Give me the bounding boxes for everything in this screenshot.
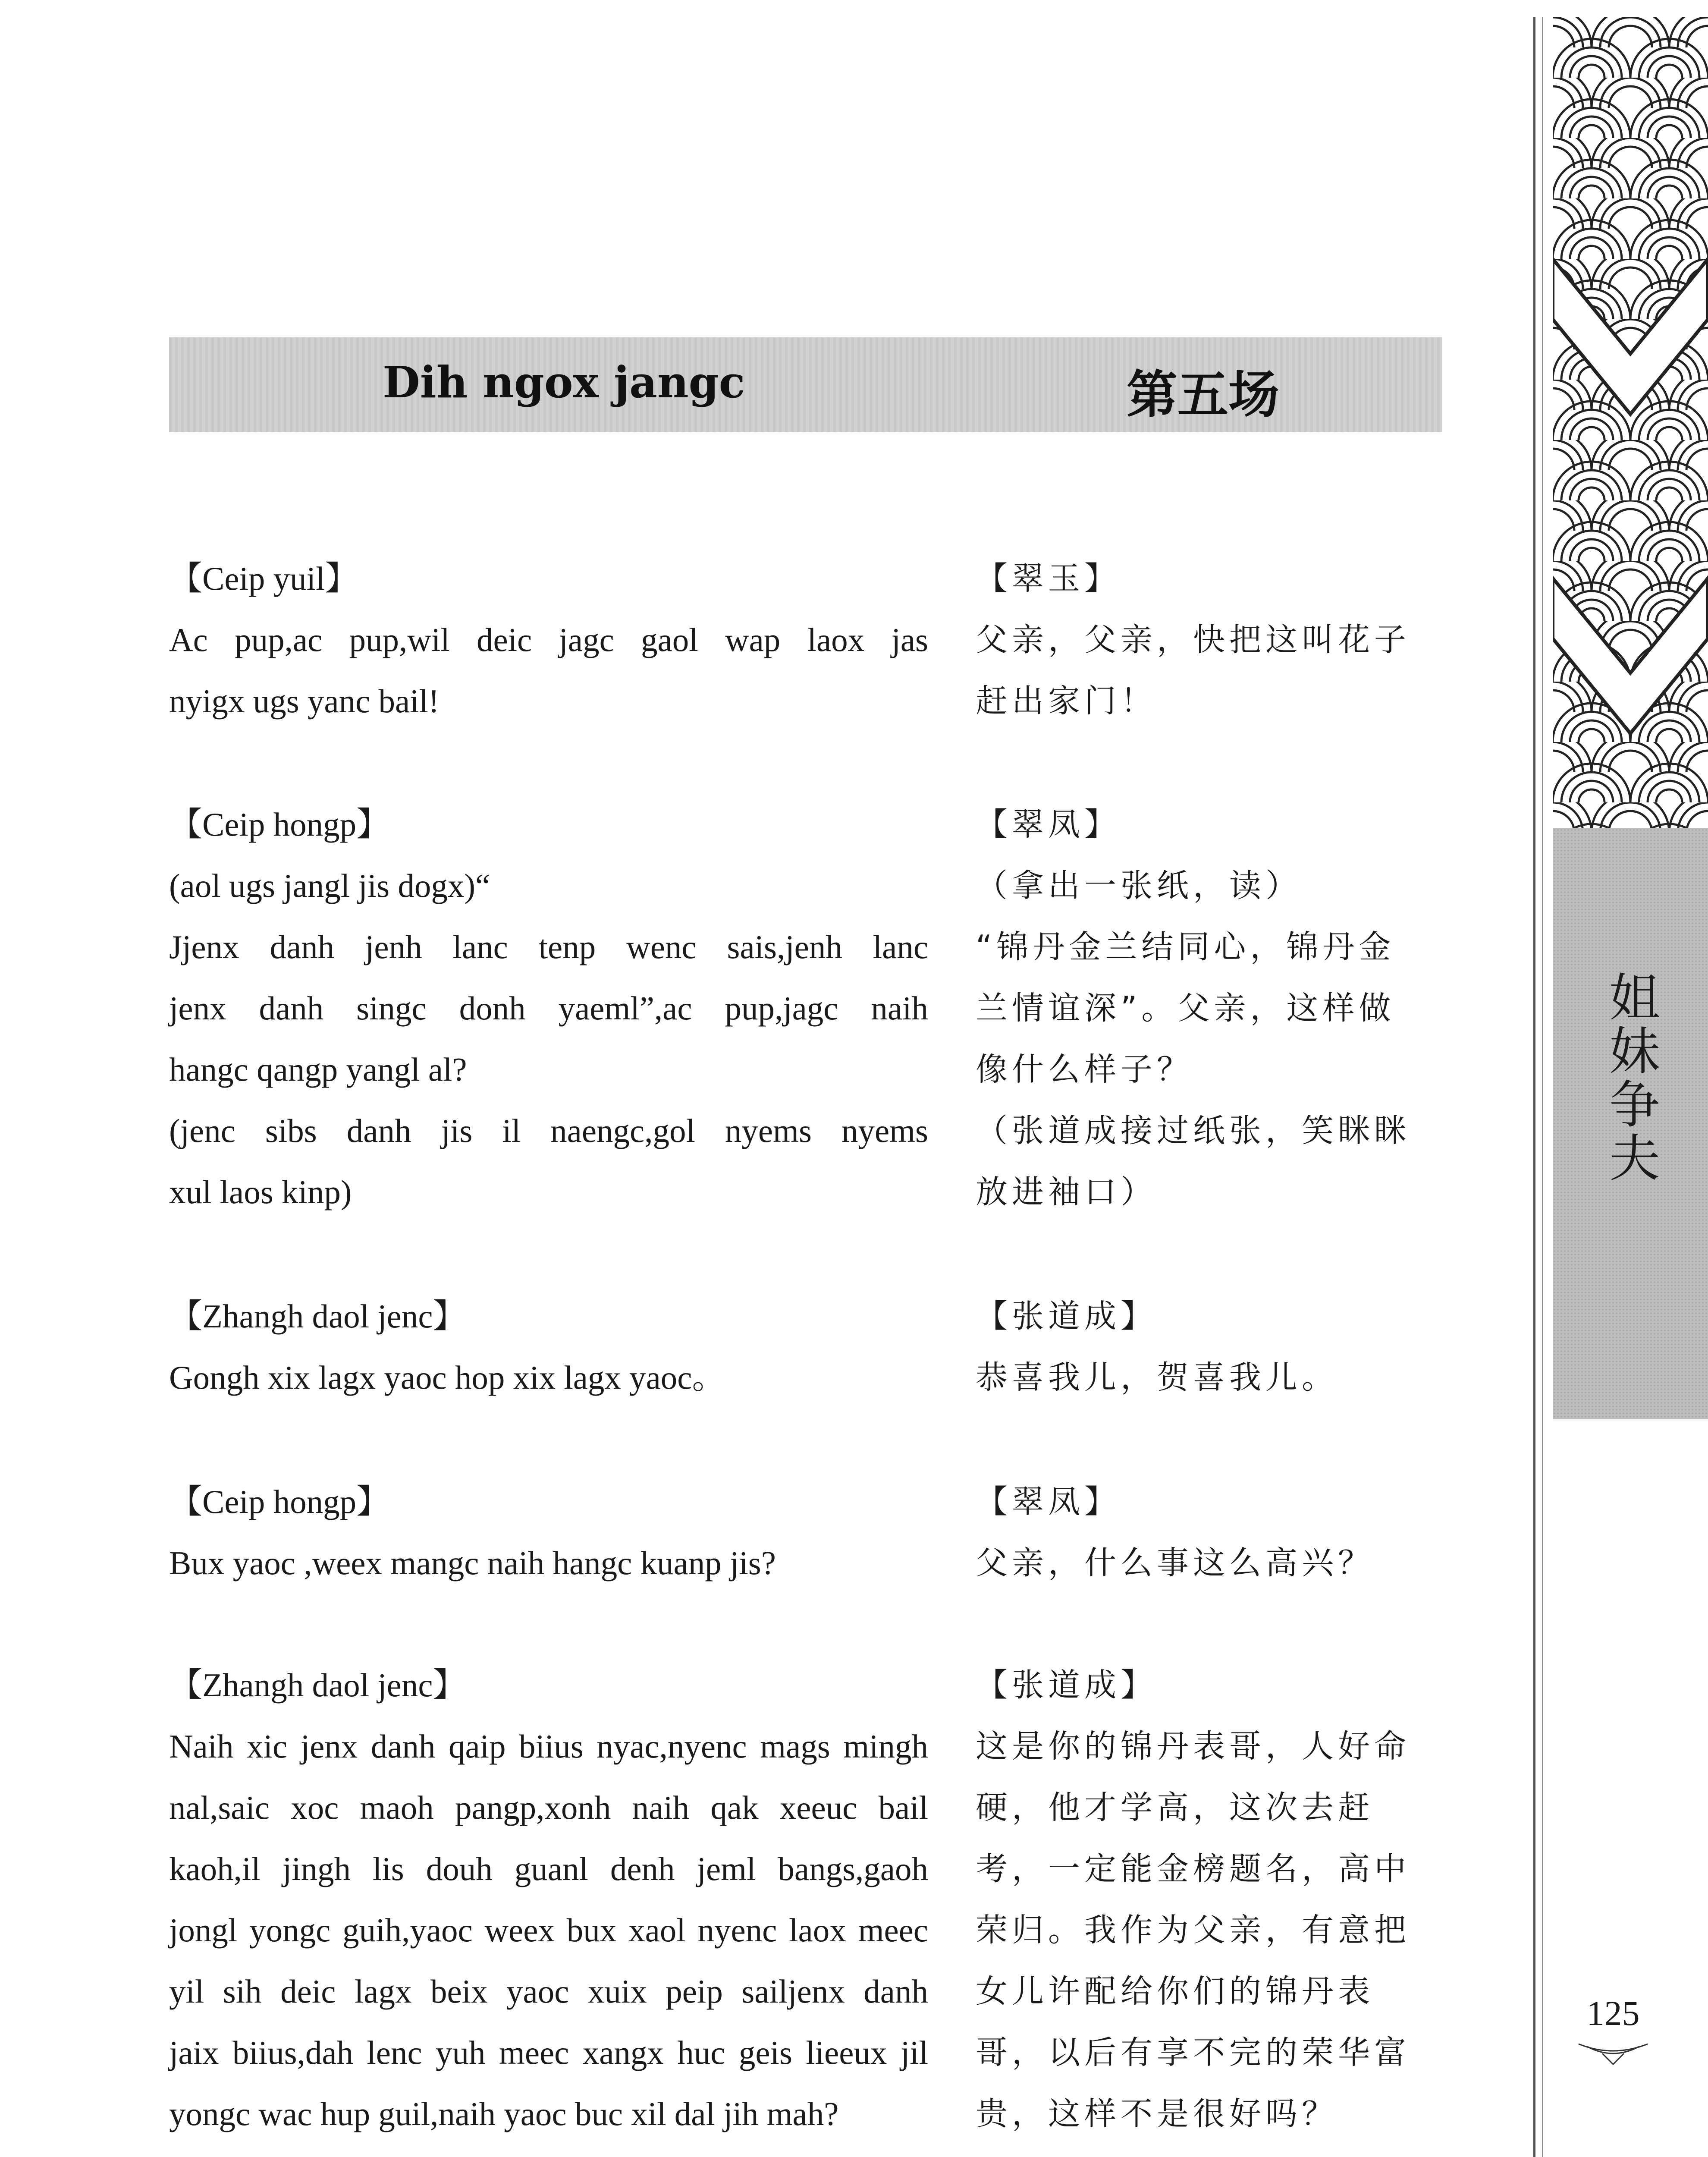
dialogue-line: jongl yongc guih,yaoc weex bux xaol nyenc laox meec	[169, 1912, 928, 1949]
dialogue-block	[976, 1654, 1441, 2144]
dialogue-block	[976, 794, 1441, 1223]
dialogue-line: nal,saic xoc maoh pangp,xonh naih qak xeeuc bail	[169, 1789, 928, 1826]
dialogue-block	[976, 548, 1441, 732]
page-number: 125	[1586, 1993, 1640, 2033]
scene-title-zh: 第五场	[1127, 365, 1280, 424]
dialogue-line: hangc qangp yangl al?	[169, 1051, 467, 1088]
dialogue-line: 荣归。我作为父亲，有意把	[976, 1912, 1410, 1949]
dialogue-line: 像什么样子？	[976, 1051, 1193, 1088]
scene-title-dong: Dih ngox jangc	[383, 357, 745, 408]
speaker-label: 【Ceip hongp】	[169, 806, 390, 843]
wave-pattern-ornament	[1553, 17, 1708, 828]
speaker-label: 【翠凤】	[976, 1483, 1121, 1520]
dialogue-block	[976, 1471, 1441, 1594]
page-number-ornament	[1576, 2041, 1650, 2066]
dialogue-line: （张道成接过纸张，笑眯眯	[976, 1112, 1410, 1149]
speaker-label: 【Ceip hongp】	[169, 1483, 390, 1520]
dialogue-line: 兰情谊深”。父亲，这样做	[976, 990, 1395, 1027]
dialogue-line: 放进袖口）	[976, 1173, 1157, 1211]
dialogue-line: Bux yaoc ,weex mangc naih hangc kuanp jis?	[169, 1544, 776, 1582]
dialogue-line: 考，一定能金榜题名，高中	[976, 1850, 1410, 1887]
speaker-label: 【Ceip yuil】	[169, 560, 358, 597]
dialogue-line: 女儿许配给你们的锦丹表	[976, 1973, 1374, 2010]
dialogue-line: 贵，这样不是很好吗？	[976, 2095, 1338, 2132]
dialogue-line: “锦丹金兰结同心，锦丹金	[976, 928, 1395, 965]
dialogue-line: yil sih deic lagx beix yaoc xuix peip sailjenx danh	[169, 1973, 928, 2010]
dialogue-block	[169, 794, 928, 1223]
dialogue-line: jenx danh singc donh yaeml”,ac pup,jagc naih	[169, 990, 928, 1027]
dialogue-line: Ac pup,ac pup,wil deic jagc gaol wap laox jas	[169, 621, 928, 658]
dialogue-line: 父亲，父亲，快把这叫花子	[976, 621, 1410, 658]
dialogue-line: Gongh xix lagx yaoc hop xix lagx yaoc。	[169, 1359, 725, 1396]
dialogue-line: (jenc sibs danh jis il naengc,gol nyems nyems	[169, 1112, 928, 1149]
dialogue-line: nyigx ugs yanc bail!	[169, 682, 440, 720]
margin-rule-thin	[1542, 17, 1543, 2157]
dialogue-line: （拿出一张纸，读）	[976, 867, 1302, 904]
dialogue-block	[976, 1286, 1441, 1408]
speaker-label: 【张道成】	[976, 1666, 1157, 1704]
speaker-label: 【翠玉】	[976, 560, 1121, 597]
dialogue-block	[169, 1286, 928, 1408]
speaker-label: 【Zhangh daol jenc】	[169, 1666, 466, 1704]
dialogue-line: 父亲，什么事这么高兴？	[976, 1544, 1374, 1582]
dialogue-line: 硬，他才学高，这次去赶	[976, 1789, 1374, 1826]
dialogue-line: 哥，以后有享不完的荣华富	[976, 2034, 1410, 2071]
dialogue-block	[169, 548, 928, 732]
dialogue-line: Jjenx danh jenh lanc tenp wenc sais,jenh lanc	[169, 928, 928, 965]
dialogue-line: 恭喜我儿，贺喜我儿。	[976, 1359, 1338, 1396]
dialogue-line: yongc wac hup guil,naih yaoc buc xil dal jih mah?	[169, 2095, 839, 2132]
speaker-label: 【Zhangh daol jenc】	[169, 1298, 466, 1335]
dialogue-block	[169, 1654, 928, 2144]
speaker-label: 【翠凤】	[976, 806, 1121, 843]
dialogue-line: 赶出家门！	[976, 682, 1157, 720]
dialogue-line: jaix biius,dah lenc yuh meec xangx huc geis lieeux jil	[169, 2034, 928, 2071]
dialogue-line: 这是你的锦丹表哥，人好命	[976, 1728, 1410, 1765]
dialogue-line: (aol ugs jangl jis dogx)“	[169, 867, 490, 904]
scene-header	[169, 337, 1442, 432]
dialogue-line: Naih xic jenx danh qaip biius nyac,nyenc mags mingh	[169, 1728, 928, 1765]
dialogue-line: xul laos kinp)	[169, 1173, 352, 1211]
dialogue-block	[169, 1471, 928, 1594]
side-tab-title: 姐妹争夫	[1601, 971, 1660, 1185]
dialogue-line: kaoh,il jingh lis douh guanl denh jeml bangs,gaoh	[169, 1850, 928, 1887]
speaker-label: 【张道成】	[976, 1298, 1157, 1335]
margin-rule	[1533, 17, 1535, 2157]
